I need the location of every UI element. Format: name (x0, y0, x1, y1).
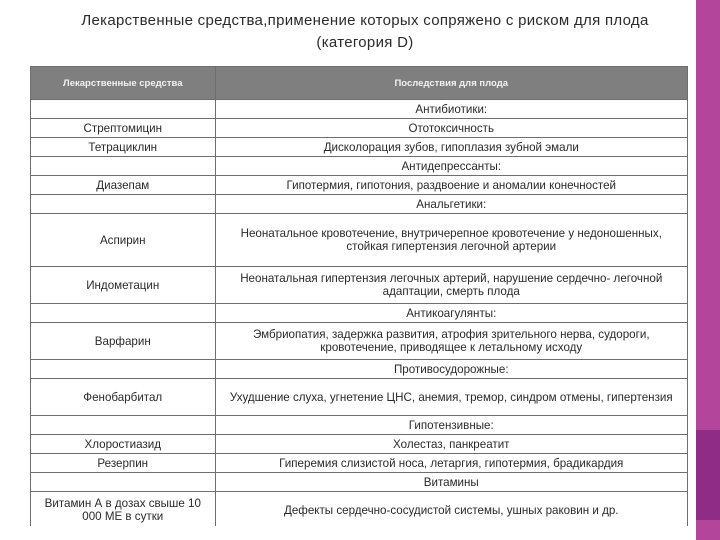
category-row (31, 416, 688, 435)
category-label: Противосудорожные: (215, 360, 687, 379)
right-accent-block (696, 430, 720, 520)
drug-name: Резерпин (31, 454, 216, 473)
category-label: Витамины (215, 473, 687, 492)
drug-table-wrapper (30, 66, 692, 526)
table-row (31, 379, 688, 416)
header-effects: Последствия для плода (215, 67, 687, 100)
category-row (31, 473, 688, 492)
drug-name: Витамин А в дозах свыше 10 000 МЕ в сутки (31, 492, 216, 527)
drug-effect: Гипотермия, гипотония, раздвоение и аномалии конечностей (215, 176, 687, 195)
drug-name: Диазепам (31, 176, 216, 195)
table-row (31, 492, 688, 527)
category-row (31, 360, 688, 379)
category-label: Гипотензивные: (215, 416, 687, 435)
category-row (31, 100, 688, 119)
title-line-2: (категория D) (316, 34, 414, 51)
title-line-1: Лекарственные средства,применение которых сопряжено с риском для плода (81, 12, 649, 29)
drug-name: Стрептомицин (31, 119, 216, 138)
drug-name: Тетрациклин (31, 138, 216, 157)
header-drugs: Лекарственные средства (31, 67, 216, 100)
drug-effect: Гиперемия слизистой носа, летаргия, гипотермия, брадикардия (215, 454, 687, 473)
category-row (31, 304, 688, 323)
drug-effect: Дисколорация зубов, гипоплазия зубной эмали (215, 138, 687, 157)
drug-name: Фенобарбитал (31, 379, 216, 416)
drug-name: Варфарин (31, 323, 216, 360)
category-label: Анальгетики: (215, 195, 687, 214)
table-row (31, 138, 688, 157)
drug-effect: Дефекты сердечно-сосудистой системы, ушных раковин и др. (215, 492, 687, 527)
category-row (31, 195, 688, 214)
table-row (31, 435, 688, 454)
table-row (31, 176, 688, 195)
slide-title (40, 10, 690, 54)
drug-effect: Холестаз, панкреатит (215, 435, 687, 454)
table-row (31, 323, 688, 360)
drug-effect: Эмбриопатия, задержка развития, атрофия зрительного нерва, судороги, кровотечение, приводящее к летальному исходу (215, 323, 687, 360)
drug-effect: Ухудшение слуха, угнетение ЦНС, анемия, тремор, синдром отмены, гипертензия (215, 379, 687, 416)
category-label: Антибиотики: (215, 100, 687, 119)
drug-name: Индометацин (31, 267, 216, 304)
table-row (31, 267, 688, 304)
table-row (31, 119, 688, 138)
drug-name: Хлоростиазид (31, 435, 216, 454)
table-header-row (31, 67, 688, 100)
category-label: Антидепрессанты: (215, 157, 687, 176)
category-row (31, 157, 688, 176)
drug-effect: Неонатальная гипертензия легочных артерий, нарушение сердечно- легочной адаптации, смерть плода (215, 267, 687, 304)
drug-risk-table (30, 66, 688, 526)
drug-effect: Ототоксичность (215, 119, 687, 138)
drug-name: Аспирин (31, 214, 216, 267)
table-row (31, 454, 688, 473)
table-row (31, 214, 688, 267)
category-label: Антикоагулянты: (215, 304, 687, 323)
drug-effect: Неонатальное кровотечение, внутричерепное кровотечение у недоношенных, стойкая гипертензия легочной артерии (215, 214, 687, 267)
